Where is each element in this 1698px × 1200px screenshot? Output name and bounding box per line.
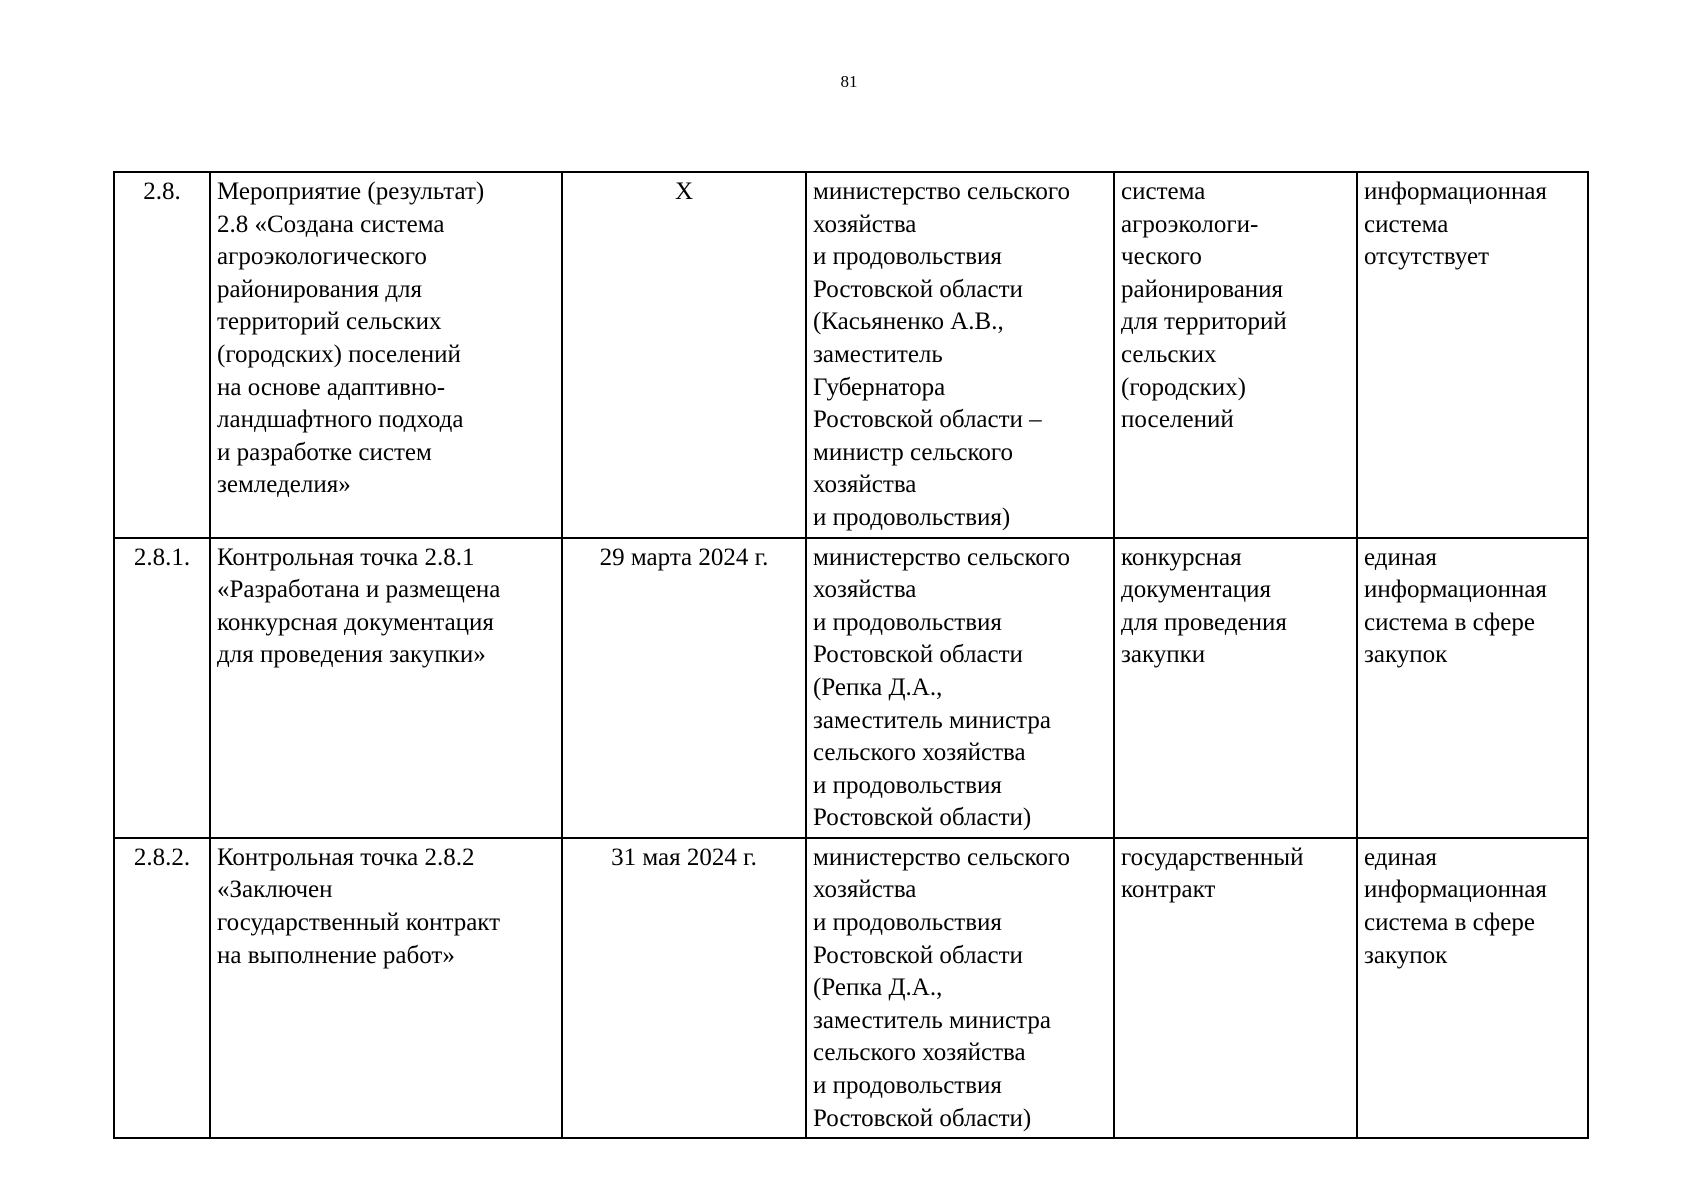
page-number: 81 xyxy=(840,72,858,91)
table-row xyxy=(114,538,1588,838)
event-title-cell: Контрольная точка 2.8.2 «Заключен государственный контракт на выполнение работ» xyxy=(210,838,562,1138)
responsible-cell: министерство сельского хозяйства и продовольствия Ростовской области (Репка Д.А., заместитель министра сельского хозяйства и продовольствия Ростовской области) xyxy=(806,838,1114,1138)
responsible-cell: министерство сельского хозяйства и продовольствия Ростовской области (Репка Д.А., заместитель министра сельского хозяйства и продовольствия Ростовской области) xyxy=(806,538,1114,838)
result-cell: государственный контракт xyxy=(1114,838,1357,1138)
info-system-cell: единая информационная система в сфере закупок xyxy=(1357,838,1588,1138)
result-cell: конкурсная документация для проведения закупки xyxy=(1114,538,1357,838)
info-system-cell: информационная система отсутствует xyxy=(1357,172,1588,538)
deadline-cell: 29 марта 2024 г. xyxy=(562,538,806,838)
event-title-cell: Мероприятие (результат) 2.8 «Создана система агроэкологического районирования для территорий сельских (городских) поселений на основе адаптивно- ландшафтного подхода и разработке систем земледелия» xyxy=(210,172,562,538)
result-cell: система агроэкологи- ческого районирования для территорий сельских (городских) поселений xyxy=(1114,172,1357,538)
row-number-cell: 2.8.2. xyxy=(114,838,210,1138)
event-title-cell: Контрольная точка 2.8.1 «Разработана и размещена конкурсная документация для проведения закупки» xyxy=(210,538,562,838)
row-number-cell: 2.8. xyxy=(114,172,210,538)
plan-table xyxy=(113,171,1589,1139)
table-row xyxy=(114,838,1588,1138)
row-number-cell: 2.8.1. xyxy=(114,538,210,838)
deadline-cell: 31 мая 2024 г. xyxy=(562,838,806,1138)
table-row xyxy=(114,172,1588,538)
responsible-cell: министерство сельского хозяйства и продовольствия Ростовской области (Касьяненко А.В., заместитель Губернатора Ростовской области – министр сельского хозяйства и продовольствия) xyxy=(806,172,1114,538)
info-system-cell: единая информационная система в сфере закупок xyxy=(1357,538,1588,838)
deadline-cell: Х xyxy=(562,172,806,538)
